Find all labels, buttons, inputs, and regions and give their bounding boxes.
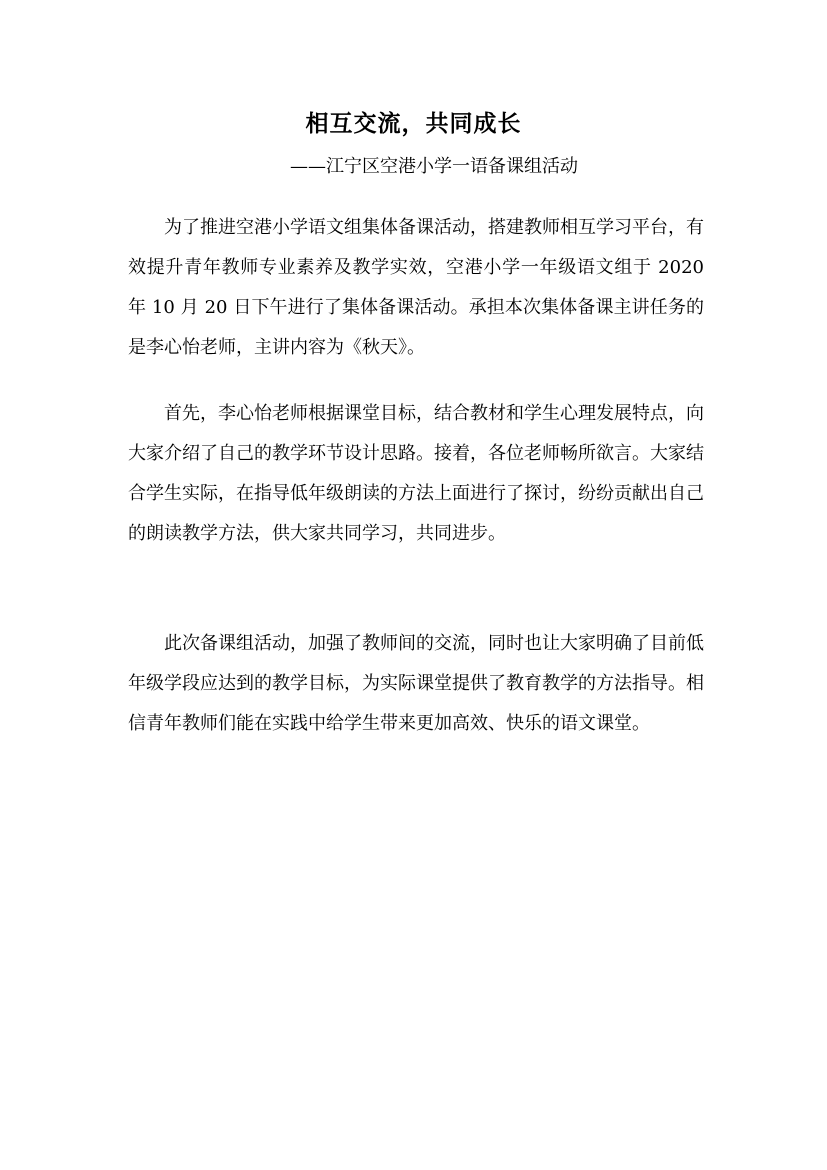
paragraph-process: 首先，李心怡老师根据课堂目标，结合教材和学生心理发展特点，向大家介绍了自己的教学环节设计思路。接着，各位老师畅所欲言。大家结合学生实际，在指导低年级朗读的方法上面进行了探讨，纷纷贡献出自己的朗读教学方法，供大家共同学习，共同进步。 [128,403,704,544]
paragraph-conclusion: 此次备课组活动，加强了教师间的交流，同时也让大家明确了目前低年级学段应达到的教学目标，为实际课堂提供了教育教学的方法指导。相信青年教师们能在实践中给学生带来更加高效、快乐的语文课堂。 [128,633,704,734]
document-subtitle: ——江宁区空港小学一语备课组活动 [290,156,578,177]
document-title: 相互交流，共同成长 [305,111,522,137]
paragraph-intro: 为了推进空港小学语文组集体备课活动，搭建教师相互学习平台，有效提升青年教师专业素养及教学实效，空港小学一年级语文组于 2020 年 10 月 20 日下午进行了集体备课活动。承担本次集体备课主讲任务的是李心怡老师，主讲内容为《秋天》。 [128,217,704,358]
